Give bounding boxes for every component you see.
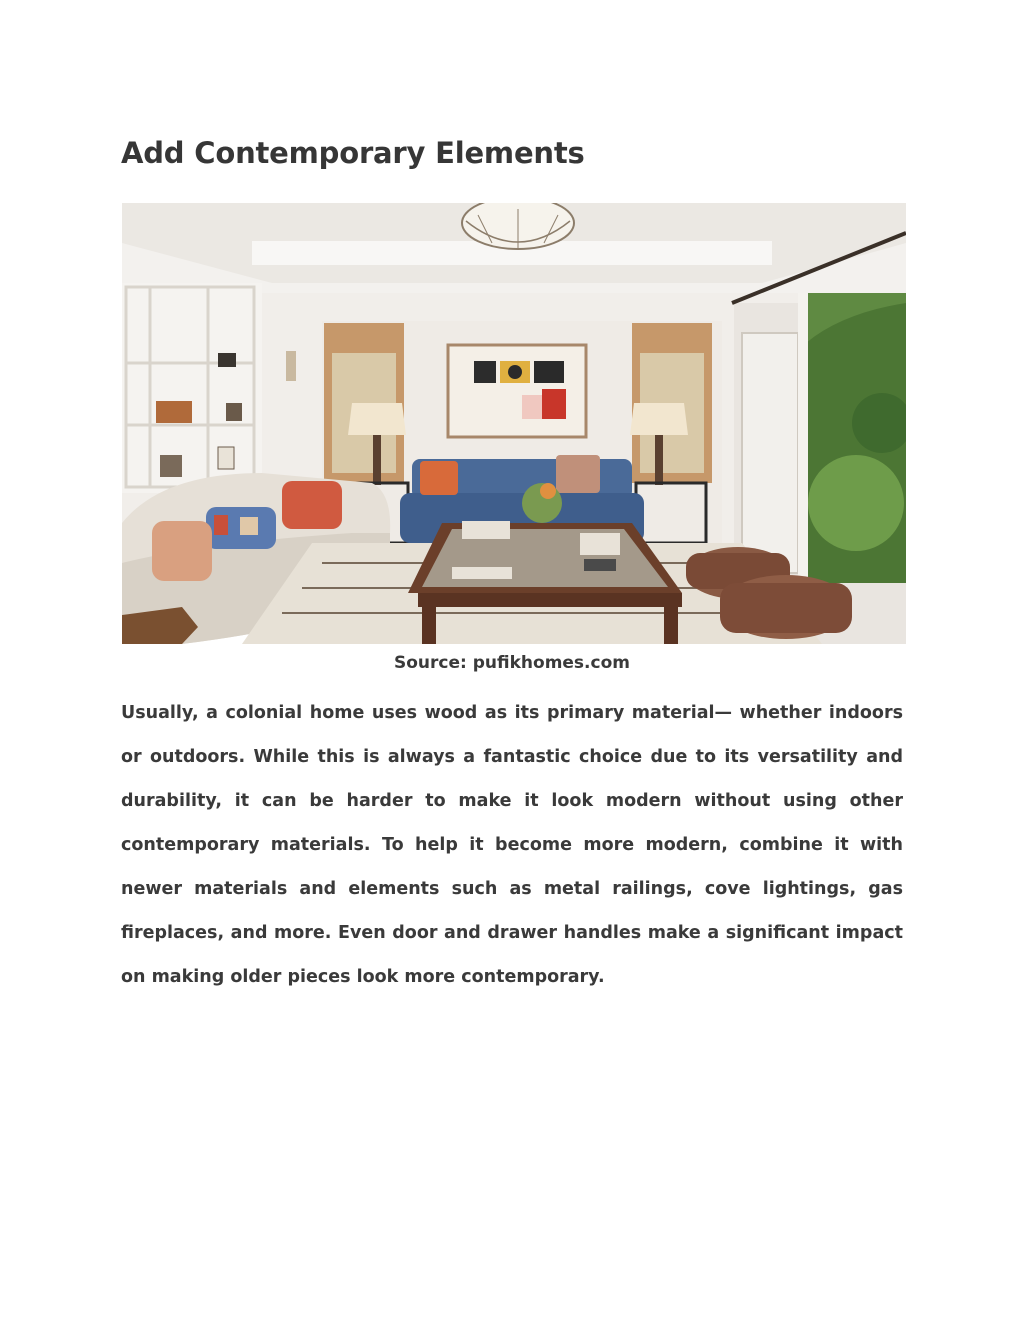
living-room-photo [122,203,906,644]
page-title: Add Contemporary Elements [121,136,585,170]
body-paragraph: Usually, a colonial home uses wood as its primary material— whether indoors or outdoors. While this is always a fantastic choice due to its versatility and durability, it can be harder to make it look modern without using other contemporary materials. To help it become more modern, combine it with newer materials and elements such as metal railings, cove lightings, gas fireplaces, and more. Even door and drawer handles make a significant impact on making older pieces look more contemporary. [121,703,903,987]
image-caption: Source: pufikhomes.com [394,653,630,673]
photo-illustration [122,203,906,644]
